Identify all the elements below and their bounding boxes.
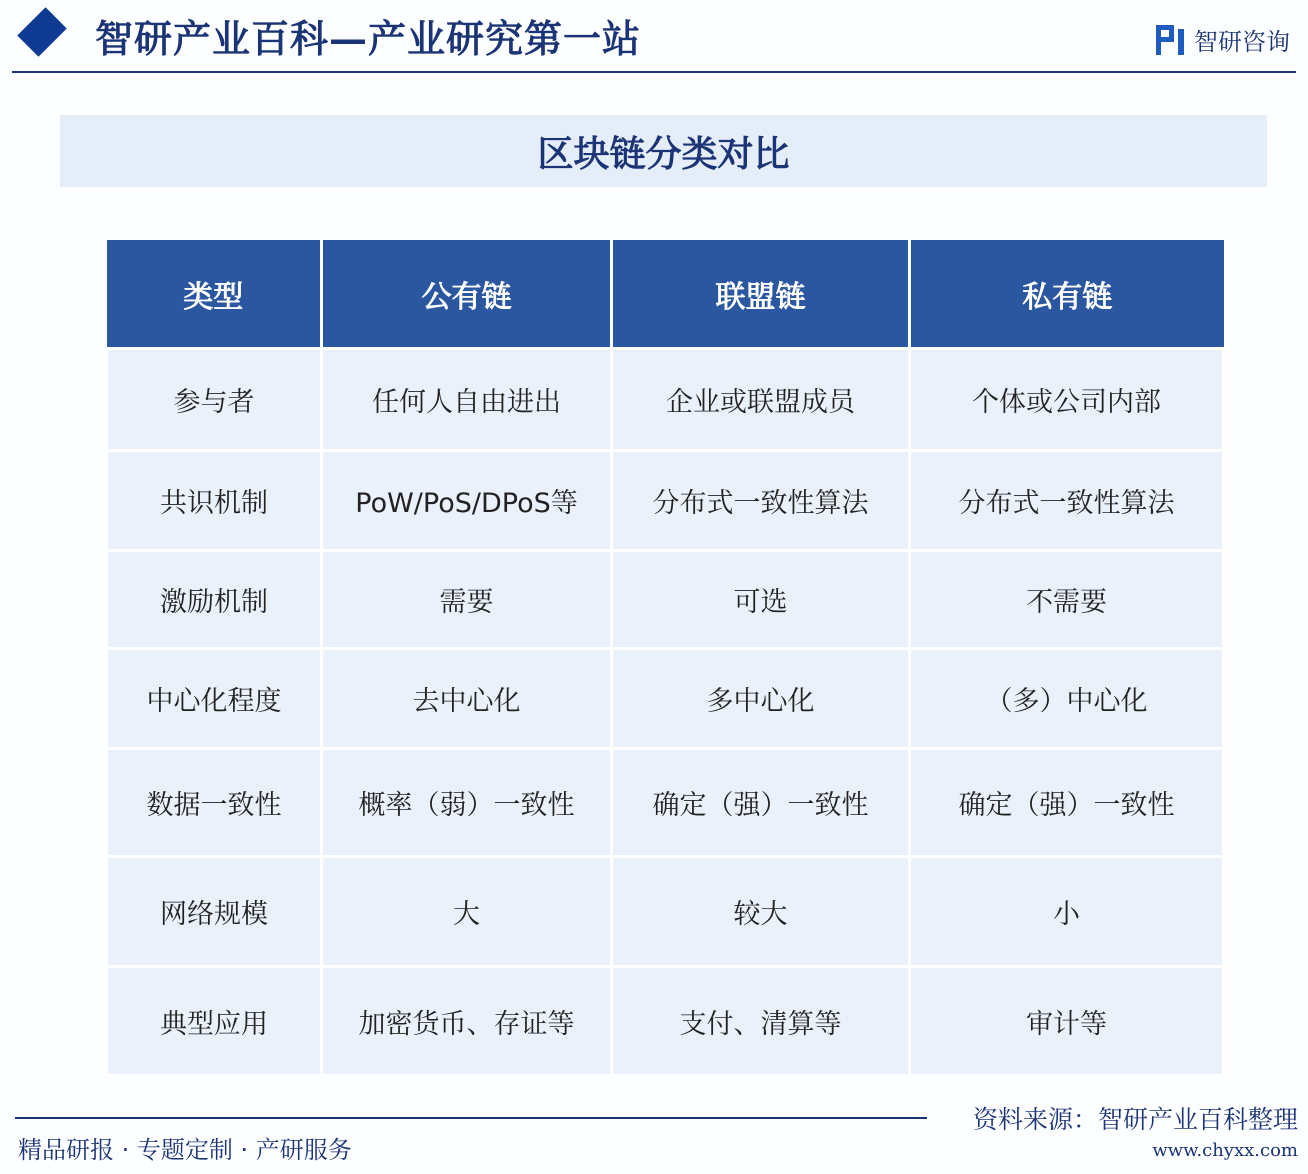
comparison-table bbox=[105, 240, 1225, 1077]
header-divider bbox=[12, 71, 1296, 73]
row-label: 数据一致性 bbox=[107, 749, 322, 857]
row-label: 网络规模 bbox=[107, 857, 322, 967]
column-header: 公有链 bbox=[322, 240, 612, 349]
table-row bbox=[107, 749, 1224, 857]
table-cell: 分布式一致性算法 bbox=[910, 451, 1224, 551]
table-cell: 分布式一致性算法 bbox=[612, 451, 910, 551]
table-cell: 个体或公司内部 bbox=[910, 349, 1224, 451]
column-header: 类型 bbox=[107, 240, 322, 349]
table-row bbox=[107, 349, 1224, 451]
table-cell: 可选 bbox=[612, 551, 910, 649]
table-cell: 企业或联盟成员 bbox=[612, 349, 910, 451]
table-cell: 确定（强）一致性 bbox=[910, 749, 1224, 857]
table-cell: 较大 bbox=[612, 857, 910, 967]
brand-name: 智研咨询 bbox=[1194, 28, 1290, 56]
table-cell: 加密货币、存证等 bbox=[322, 967, 612, 1076]
row-label: 中心化程度 bbox=[107, 649, 322, 749]
footer-divider bbox=[15, 1117, 927, 1119]
footer-website: www.chyxx.com bbox=[1152, 1140, 1298, 1161]
footer-slogan: 精品研报 · 专题定制 · 产研服务 bbox=[18, 1136, 352, 1164]
chart-title: 区块链分类对比 bbox=[537, 132, 790, 175]
table-cell: 任何人自由进出 bbox=[322, 349, 612, 451]
table-row bbox=[107, 857, 1224, 967]
table-cell: （多）中心化 bbox=[910, 649, 1224, 749]
footer-source: 资料来源：智研产业百科整理 bbox=[972, 1105, 1298, 1134]
table-cell: 不需要 bbox=[910, 551, 1224, 649]
column-header: 联盟链 bbox=[612, 240, 910, 349]
table-cell: 多中心化 bbox=[612, 649, 910, 749]
table-cell: 需要 bbox=[322, 551, 612, 649]
brand-logo-icon bbox=[1156, 25, 1186, 55]
table-row bbox=[107, 649, 1224, 749]
diamond-icon bbox=[17, 7, 66, 56]
table-cell: 大 bbox=[322, 857, 612, 967]
row-label: 典型应用 bbox=[107, 967, 322, 1076]
table-row bbox=[107, 967, 1224, 1076]
table-row bbox=[107, 451, 1224, 551]
brand bbox=[1156, 22, 1290, 57]
table-cell: 去中心化 bbox=[322, 649, 612, 749]
row-label: 参与者 bbox=[107, 349, 322, 451]
table-cell: 小 bbox=[910, 857, 1224, 967]
table-cell: 确定（强）一致性 bbox=[612, 749, 910, 857]
table-cell: 概率（弱）一致性 bbox=[322, 749, 612, 857]
header-title: 智研产业百科—产业研究第一站 bbox=[95, 16, 642, 61]
row-label: 共识机制 bbox=[107, 451, 322, 551]
table-row bbox=[107, 551, 1224, 649]
table-cell: PoW/PoS/DPoS等 bbox=[322, 451, 612, 551]
row-label: 激励机制 bbox=[107, 551, 322, 649]
title-band bbox=[60, 115, 1267, 187]
table-cell: 审计等 bbox=[910, 967, 1224, 1076]
table-cell: 支付、清算等 bbox=[612, 967, 910, 1076]
column-header: 私有链 bbox=[910, 240, 1224, 349]
table-header-row bbox=[107, 240, 1224, 349]
